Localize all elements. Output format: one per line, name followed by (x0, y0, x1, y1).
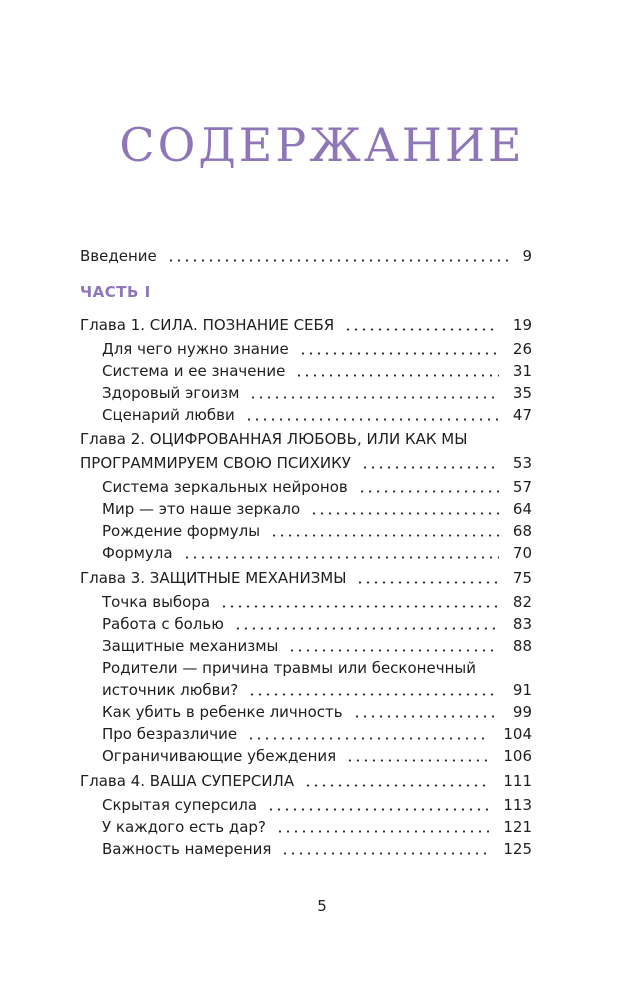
toc-entry-label: Работа с болью (102, 615, 224, 633)
toc-entry-page: 9 (522, 247, 532, 265)
toc-entry-page: 26 (512, 340, 532, 358)
toc-entry-label: ПРОГРАММИРУЕМ СВОЮ ПСИХИКУ (80, 454, 351, 472)
toc-entry-page: 47 (512, 406, 532, 424)
toc-section[interactable] (102, 701, 532, 723)
dot-leader (270, 534, 499, 537)
toc-entry-label: Скрытая суперсила (102, 796, 258, 814)
toc-section[interactable] (102, 542, 532, 564)
toc-entry-page: 57 (512, 478, 532, 496)
dot-leader (267, 808, 489, 811)
dot-leader (288, 649, 499, 652)
toc-chapter-1[interactable] (80, 314, 532, 336)
page-title: СОДЕРЖАНИЕ (119, 118, 525, 172)
toc-entry-label: Система зеркальных нейронов (102, 478, 348, 496)
toc-section[interactable] (102, 360, 532, 382)
toc-entry-label: Как убить в ребенке личность (102, 703, 343, 721)
toc-section[interactable] (102, 404, 532, 426)
toc-entry-page: 104 (503, 725, 532, 743)
toc-section[interactable] (102, 338, 532, 360)
dot-leader (183, 556, 499, 559)
toc-section[interactable] (102, 520, 532, 542)
toc-entry-label: Важность намерения (102, 840, 272, 858)
toc-section[interactable] (102, 635, 532, 657)
dot-leader (361, 466, 499, 469)
dot-leader (248, 693, 499, 696)
toc-section[interactable] (102, 679, 532, 701)
toc-entry-label: Глава 3. ЗАЩИТНЫЕ МЕХАНИЗМЫ (80, 569, 347, 587)
toc-section[interactable] (102, 591, 532, 613)
toc-entry-page: 121 (503, 818, 532, 836)
toc-entry-page: 113 (503, 796, 532, 814)
toc-section[interactable] (102, 838, 532, 860)
dot-leader (358, 490, 499, 493)
toc-section[interactable] (102, 382, 532, 404)
toc-entry-label: источник любви? (102, 681, 239, 699)
toc-entry-label: Ограничивающие убеждения (102, 747, 337, 765)
toc-entry-page: 106 (503, 747, 532, 765)
toc-entry-page: 70 (512, 544, 532, 562)
toc-entry-page: 99 (512, 703, 532, 721)
toc-entry-label: Про безразличие (102, 725, 238, 743)
toc-entry-label: Сценарий любви (102, 406, 235, 424)
dot-leader (247, 737, 489, 740)
toc-entry-label: Формула (102, 544, 173, 562)
toc-entry-page: 31 (512, 362, 532, 380)
toc-section[interactable] (102, 745, 532, 767)
table-of-contents (80, 0, 532, 1000)
dot-leader (295, 374, 499, 377)
toc-entry-label: Введение (80, 247, 157, 265)
toc-chapter-2-line1[interactable]: Глава 2. ОЦИФРОВАННАЯ ЛЮБОВЬ, ИЛИ КАК МЫ (80, 430, 468, 448)
toc-section[interactable] (102, 498, 532, 520)
toc-entry-label: Глава 1. СИЛА. ПОЗНАНИЕ СЕБЯ (80, 316, 335, 334)
dot-leader (249, 396, 499, 399)
toc-entry-label: Защитные механизмы (102, 637, 279, 655)
dot-leader (167, 259, 509, 262)
toc-entry-label: Рождение формулы (102, 522, 261, 540)
toc-entry-label: Глава 4. ВАША СУПЕРСИЛА (80, 772, 295, 790)
toc-section[interactable] (102, 613, 532, 635)
toc-entry-label: Точка выбора (102, 593, 211, 611)
dot-leader (245, 418, 499, 421)
dot-leader (220, 605, 499, 608)
toc-section[interactable] (102, 476, 532, 498)
part-heading: ЧАСТЬ I (80, 283, 151, 301)
dot-leader (344, 328, 499, 331)
toc-section[interactable] (102, 723, 532, 745)
toc-entry-page: 111 (503, 772, 532, 790)
toc-chapter-4[interactable] (80, 770, 532, 792)
dot-leader (281, 852, 489, 855)
toc-section[interactable] (102, 816, 532, 838)
toc-section-line1[interactable]: Родители — причина травмы или бесконечный (102, 659, 476, 677)
toc-section[interactable] (102, 794, 532, 816)
toc-entry-label: Мир — это наше зеркало (102, 500, 301, 518)
toc-entry-page: 88 (512, 637, 532, 655)
toc-entry-page: 35 (512, 384, 532, 402)
dot-leader (276, 830, 489, 833)
dot-leader (353, 715, 499, 718)
toc-entry-page: 53 (512, 454, 532, 472)
toc-entry-page: 19 (512, 316, 532, 334)
dot-leader (356, 581, 498, 584)
toc-entry-page: 125 (503, 840, 532, 858)
toc-entry-page: 68 (512, 522, 532, 540)
dot-leader (299, 352, 499, 355)
toc-entry-label: Система и ее значение (102, 362, 286, 380)
toc-chapter-3[interactable] (80, 567, 532, 589)
toc-entry-label: Для чего нужно знание (102, 340, 289, 358)
page-number: 5 (317, 897, 327, 915)
toc-entry-page: 82 (512, 593, 532, 611)
dot-leader (234, 627, 499, 630)
toc-entry-page: 83 (512, 615, 532, 633)
dot-leader (310, 512, 499, 515)
toc-entry-label: У каждого есть дар? (102, 818, 266, 836)
toc-entry-page: 91 (512, 681, 532, 699)
toc-entry-intro[interactable] (80, 245, 532, 267)
dot-leader (346, 759, 489, 762)
toc-chapter-2[interactable] (80, 452, 532, 474)
toc-entry-label: Здоровый эгоизм (102, 384, 240, 402)
toc-entry-page: 75 (512, 569, 532, 587)
toc-entry-page: 64 (512, 500, 532, 518)
dot-leader (304, 784, 489, 787)
